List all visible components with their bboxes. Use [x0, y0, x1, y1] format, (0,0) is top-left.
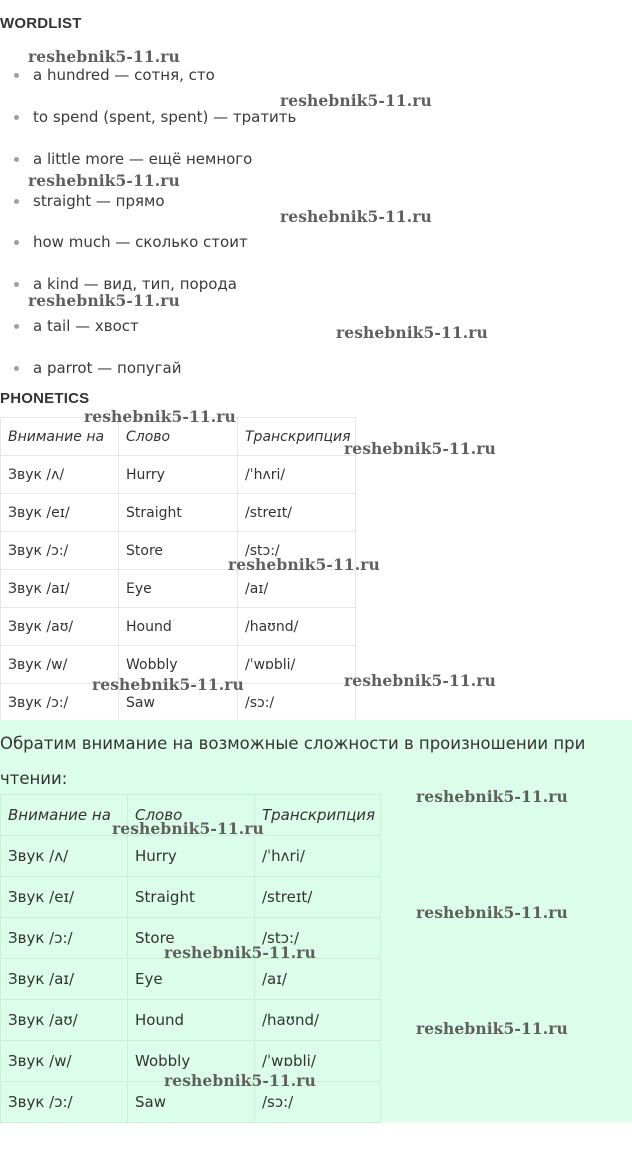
- table-cell: Звук /aʊ/: [1, 608, 119, 646]
- table-cell: Eye: [128, 959, 255, 1000]
- table-cell: /haʊnd/: [255, 1000, 381, 1041]
- watermark: reshebnik5-11.ru: [92, 675, 244, 694]
- table-row: [1, 877, 381, 918]
- column-header: Слово: [119, 418, 238, 456]
- table-cell: Звук /ɔ:/: [1, 532, 119, 570]
- bullet-icon: [14, 324, 19, 329]
- column-header: Транскрипция: [238, 418, 356, 456]
- watermark: reshebnik5-11.ru: [28, 291, 180, 310]
- table-cell: Звук /ʌ/: [1, 836, 128, 877]
- table-cell: Store: [128, 918, 255, 959]
- table-cell: Hound: [119, 608, 238, 646]
- wordlist-title: WORDLIST: [0, 15, 82, 32]
- table-cell: Звук /ɔ:/: [1, 1082, 128, 1123]
- table-cell: Saw: [119, 684, 238, 722]
- table-cell: /stɔ:/: [255, 918, 381, 959]
- list-item-text: a parrot — попугай: [33, 359, 182, 377]
- watermark: reshebnik5-11.ru: [344, 671, 496, 690]
- watermark: reshebnik5-11.ru: [164, 1071, 316, 1090]
- table-row: [1, 959, 381, 1000]
- table-cell: Звук /ɔ:/: [1, 684, 119, 722]
- list-item-text: a kind — вид, тип, порода: [33, 275, 237, 293]
- table-cell: /ˈwɒbli/: [238, 646, 356, 684]
- list-item-text: straight — прямо: [33, 192, 165, 210]
- list-item-text: a little more — ещё немного: [33, 150, 253, 168]
- watermark: reshebnik5-11.ru: [228, 555, 380, 574]
- table-cell: Hurry: [119, 456, 238, 494]
- table-cell: Eye: [119, 570, 238, 608]
- table-cell: Звук /aʊ/: [1, 1000, 128, 1041]
- watermark: reshebnik5-11.ru: [416, 903, 568, 922]
- table-cell: Звук /w/: [1, 1041, 128, 1082]
- column-header: Транскрипция: [255, 795, 381, 836]
- watermark: reshebnik5-11.ru: [280, 207, 432, 226]
- table-cell: Звук /w/: [1, 646, 119, 684]
- table-cell: Straight: [119, 494, 238, 532]
- table-cell: Звук /aɪ/: [1, 959, 128, 1000]
- watermark: reshebnik5-11.ru: [164, 943, 316, 962]
- table-cell: Звук /aɪ/: [1, 570, 119, 608]
- watermark: reshebnik5-11.ru: [280, 91, 432, 110]
- watermark: reshebnik5-11.ru: [336, 323, 488, 342]
- table-cell: Звук /eɪ/: [1, 494, 119, 532]
- bullet-icon: [14, 157, 19, 162]
- table-cell: Звук /ʌ/: [1, 456, 119, 494]
- table-cell: Звук /ɔ:/: [1, 918, 128, 959]
- table-cell: /ˈwɒbli/: [255, 1041, 381, 1082]
- list-item-text: how much — сколько стоит: [33, 233, 248, 251]
- table-cell: /aɪ/: [255, 959, 381, 1000]
- table-cell: Store: [119, 532, 238, 570]
- table-cell: /aɪ/: [238, 570, 356, 608]
- table-cell: /haʊnd/: [238, 608, 356, 646]
- list-item-text: a hundred — сотня, сто: [33, 66, 215, 84]
- column-header: Слово: [128, 795, 255, 836]
- table-row: [1, 494, 356, 532]
- bullet-icon: [14, 240, 19, 245]
- bullet-icon: [14, 115, 19, 120]
- bullet-icon: [14, 73, 19, 78]
- table-row: [1, 456, 356, 494]
- table-cell: /sɔ:/: [255, 1082, 381, 1123]
- watermark: reshebnik5-11.ru: [28, 171, 180, 190]
- watermark: reshebnik5-11.ru: [28, 47, 180, 66]
- table-cell: /sɔ:/: [238, 684, 356, 722]
- bullet-icon: [14, 282, 19, 287]
- table-cell: Straight: [128, 877, 255, 918]
- bullet-icon: [14, 366, 19, 371]
- table-row: [1, 1000, 381, 1041]
- table-row: [1, 570, 356, 608]
- watermark: reshebnik5-11.ru: [416, 1019, 568, 1038]
- table-cell: /stɔ:/: [238, 532, 356, 570]
- table-cell: Wobbly: [128, 1041, 255, 1082]
- phonetics-title: PHONETICS: [0, 390, 90, 407]
- table-cell: Hound: [128, 1000, 255, 1041]
- watermark: reshebnik5-11.ru: [112, 819, 264, 838]
- watermark: reshebnik5-11.ru: [344, 439, 496, 458]
- watermark: reshebnik5-11.ru: [84, 407, 236, 426]
- table-cell: Звук /eɪ/: [1, 877, 128, 918]
- table-cell: /ˈhʌri/: [238, 456, 356, 494]
- list-item-text: a tail — хвост: [33, 317, 139, 335]
- watermark: reshebnik5-11.ru: [416, 787, 568, 806]
- table-cell: /streɪt/: [238, 494, 356, 532]
- list-item-text: to spend (spent, spent) — тратить: [33, 108, 297, 126]
- table-cell: /ˈhʌri/: [255, 836, 381, 877]
- table-row: [1, 608, 356, 646]
- table-cell: Saw: [128, 1082, 255, 1123]
- column-header: Внимание на: [1, 795, 128, 836]
- table-row: [1, 836, 381, 877]
- note-text: Обратим внимание на возможные сложности в произношении при чтении:: [0, 734, 586, 788]
- table-cell: /streɪt/: [255, 877, 381, 918]
- column-header: Внимание на: [1, 418, 119, 456]
- table-cell: Wobbly: [119, 646, 238, 684]
- bullet-icon: [14, 199, 19, 204]
- table-cell: Hurry: [128, 836, 255, 877]
